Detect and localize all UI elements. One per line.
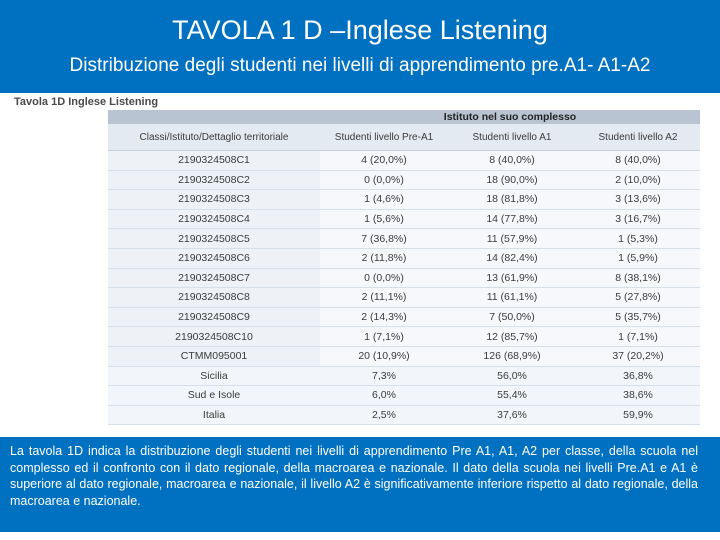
row-label: 2190324508C10 [108, 327, 320, 347]
a1-cell: 18 (90,0%) [448, 170, 576, 190]
a1-cell: 13 (61,9%) [448, 268, 576, 288]
table-row [108, 307, 700, 327]
distribution-table [108, 110, 700, 425]
pre-a1-cell: 0 (0,0%) [320, 268, 448, 288]
a1-cell: 7 (50,0%) [448, 307, 576, 327]
a2-cell: 1 (7,1%) [576, 327, 700, 347]
a1-cell: 8 (40,0%) [448, 151, 576, 171]
pre-a1-cell: 1 (4,6%) [320, 190, 448, 210]
slide-title: TAVOLA 1 D –Inglese Listening [172, 15, 548, 45]
a1-cell: 14 (77,8%) [448, 209, 576, 229]
header-pre-a1: Studenti livello Pre-A1 [320, 124, 448, 151]
a1-cell: 11 (57,9%) [448, 229, 576, 249]
aggregate-row [108, 405, 700, 425]
table-image [8, 95, 708, 435]
a1-cell: 37,6% [448, 405, 576, 425]
row-label: 2190324508C6 [108, 248, 320, 268]
row-label: 2190324508C9 [108, 307, 320, 327]
pre-a1-cell: 2 (11,1%) [320, 288, 448, 308]
row-label: 2190324508C5 [108, 229, 320, 249]
table-row [108, 209, 700, 229]
table-band-row [108, 110, 700, 124]
title-banner [0, 0, 720, 93]
a2-cell: 1 (5,3%) [576, 229, 700, 249]
table-row [108, 288, 700, 308]
a2-cell: 38,6% [576, 386, 700, 406]
table-row [108, 268, 700, 288]
row-label: 2190324508C1 [108, 151, 320, 171]
a2-cell: 5 (27,8%) [576, 288, 700, 308]
table-caption: Tavola 1D Inglese Listening [14, 96, 159, 108]
row-label: Italia [108, 405, 320, 425]
a2-cell: 5 (35,7%) [576, 307, 700, 327]
a2-cell: 59,9% [576, 405, 700, 425]
pre-a1-cell: 2,5% [320, 405, 448, 425]
pre-a1-cell: 6,0% [320, 386, 448, 406]
table-row [108, 229, 700, 249]
a1-cell: 18 (81,8%) [448, 190, 576, 210]
a1-cell: 126 (68,9%) [448, 346, 576, 366]
header-a1: Studenti livello A1 [448, 124, 576, 151]
header-a2: Studenti livello A2 [576, 124, 700, 151]
a2-cell: 8 (40,0%) [576, 151, 700, 171]
pre-a1-cell: 0 (0,0%) [320, 170, 448, 190]
table-row [108, 327, 700, 347]
table-row [108, 346, 700, 366]
row-label: 2190324508C4 [108, 209, 320, 229]
pre-a1-cell: 2 (14,3%) [320, 307, 448, 327]
table-row [108, 190, 700, 210]
pre-a1-cell: 1 (5,6%) [320, 209, 448, 229]
row-label: 2190324508C2 [108, 170, 320, 190]
header-classi: Classi/Istituto/Dettaglio territoriale [108, 124, 320, 151]
row-label: 2190324508C8 [108, 288, 320, 308]
description-box: La tavola 1D indica la distribuzione degli studenti nei livelli di apprendimento Pre A1, A1, A2 per classe, della scuola nel complesso ed il confronto con il dato regionale, della macroarea e nazionale. Il dato della scuola nei livelli Pre.A1 e A1 è superiore al dato regionale, macroarea e nazionale, il livello A2 è significativamente inferiore rispetto al dato regionale, della macroarea e nazionale. [0, 437, 720, 532]
a2-cell: 37 (20,2%) [576, 346, 700, 366]
slide-subtitle: Distribuzione degli studenti nei livelli di apprendimento pre.A1- A1-A2 [69, 55, 651, 76]
band-label: Istituto nel suo complesso [320, 110, 700, 124]
pre-a1-cell: 4 (20,0%) [320, 151, 448, 171]
aggregate-row [108, 386, 700, 406]
a2-cell: 1 (5,9%) [576, 248, 700, 268]
a1-cell: 55,4% [448, 386, 576, 406]
row-label: Sud e Isole [108, 386, 320, 406]
row-label: 2190324508C3 [108, 190, 320, 210]
a1-cell: 14 (82,4%) [448, 248, 576, 268]
table-row [108, 248, 700, 268]
pre-a1-cell: 1 (7,1%) [320, 327, 448, 347]
pre-a1-cell: 20 (10,9%) [320, 346, 448, 366]
row-label: 2190324508C7 [108, 268, 320, 288]
pre-a1-cell: 7,3% [320, 366, 448, 386]
pre-a1-cell: 7 (36,8%) [320, 229, 448, 249]
table-row [108, 170, 700, 190]
a2-cell: 3 (16,7%) [576, 209, 700, 229]
a1-cell: 56,0% [448, 366, 576, 386]
row-label: Sicilia [108, 366, 320, 386]
aggregate-row [108, 366, 700, 386]
a1-cell: 12 (85,7%) [448, 327, 576, 347]
a1-cell: 11 (61,1%) [448, 288, 576, 308]
pre-a1-cell: 2 (11,8%) [320, 248, 448, 268]
a2-cell: 3 (13,6%) [576, 190, 700, 210]
a2-cell: 8 (38,1%) [576, 268, 700, 288]
row-label: CTMM095001 [108, 346, 320, 366]
a2-cell: 2 (10,0%) [576, 170, 700, 190]
a2-cell: 36,8% [576, 366, 700, 386]
table-row [108, 151, 700, 171]
table-header-row [108, 124, 700, 151]
